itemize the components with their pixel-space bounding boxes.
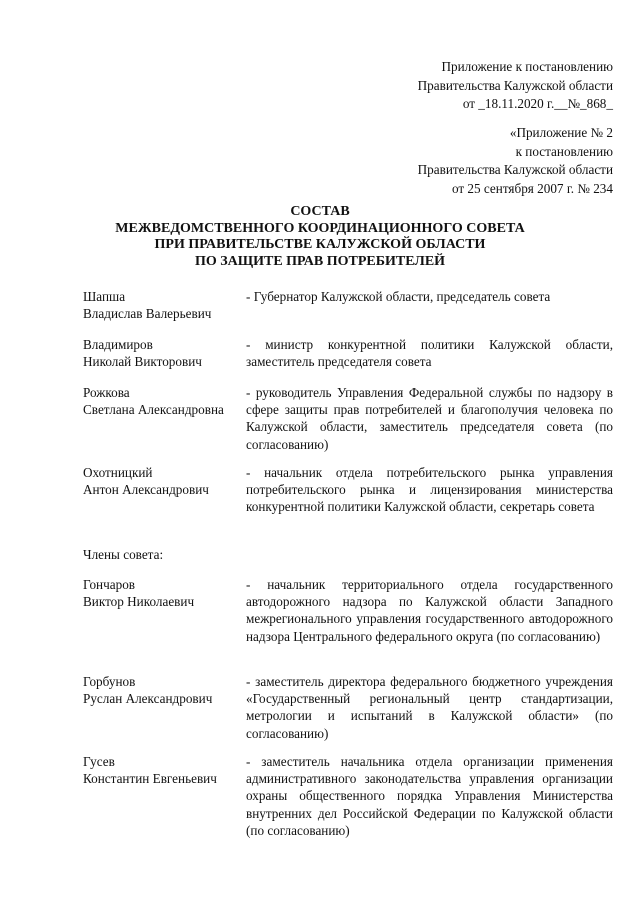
member-given-names: Антон Александрович: [83, 482, 209, 498]
member-given-names: Константин Евгеньевич: [83, 771, 217, 787]
member-given-names: Владислав Валерьевич: [83, 306, 212, 322]
member-role: - начальник отдела потребительского рынка управления потребительского рынка и лицензирования министерства конкурентной политики Калужской области, секретарь совета: [246, 465, 613, 515]
document-title: [0, 204, 640, 270]
title-line: ПРИ ПРАВИТЕЛЬСТВЕ КАЛУЖСКОЙ ОБЛАСТИ: [154, 237, 486, 252]
member-surname: Гусев: [83, 754, 115, 769]
resolution-header: [418, 58, 613, 114]
member-surname: Горбунов: [83, 674, 136, 689]
member-name: [83, 288, 243, 322]
member-given-names: Виктор Николаевич: [83, 594, 195, 610]
member-role: - заместитель директора федерального бюджетного учреждения «Государственный региональный центр стандартизации, метрологии и испытаний в Калужской области» (по согласованию): [246, 674, 613, 741]
member-role: - начальник территориального отдела государственного автодорожного надзора по Калужской области Западного межрегионального управления государственного автодорожного надзора Центрального федерального округа (по согласованию): [246, 577, 613, 644]
member-surname: Рожкова: [83, 385, 130, 400]
members-section-label: Члены совета:: [83, 547, 164, 562]
member-name: [83, 673, 243, 707]
member-given-names: Николай Викторович: [83, 354, 202, 370]
member-role: - Губернатор Калужской области, председатель совета: [246, 289, 551, 304]
appendix-header: [418, 124, 613, 198]
resolution-header-line: Правительства Калужской области: [417, 77, 613, 93]
member-surname: Охотницкий: [83, 465, 153, 480]
appendix-header-line: к постановлению: [515, 143, 613, 159]
appendix-header-line: «Приложение № 2: [509, 125, 613, 140]
member-role: - заместитель начальника отдела организации применения административного законодательства управления организации охраны общественного порядка Управления Министерства внутренних дел Российской Федерации по Калужской области (по согласованию): [246, 754, 613, 838]
member-name: [83, 753, 243, 787]
appendix-date-number: от 25 сентября 2007 г. № 234: [451, 180, 613, 196]
member-surname: Гончаров: [83, 577, 136, 592]
member-surname: Шапша: [83, 289, 126, 304]
member-name: [83, 576, 243, 610]
member-surname: Владимиров: [83, 337, 153, 352]
resolution-header-line: Приложение к постановлению: [441, 59, 613, 74]
member-name: [83, 384, 243, 418]
member-role: - министр конкурентной политики Калужской области, заместитель председателя совета: [246, 337, 613, 370]
title-line: СОСТАВ: [290, 204, 350, 219]
member-name: [83, 464, 243, 498]
appendix-header-line: Правительства Калужской области: [417, 162, 613, 177]
member-given-names: Руслан Александрович: [83, 691, 213, 707]
title-line: ПО ЗАЩИТЕ ПРАВ ПОТРЕБИТЕЛЕЙ: [194, 253, 446, 269]
member-role: - руководитель Управления Федеральной службы по надзору в сфере защиты прав потребителей и благополучия человека по Калужской области, заместитель председателя совета (по согласованию): [246, 385, 613, 452]
resolution-date-number: от _18.11.2020 г.__№_868_: [462, 96, 613, 111]
title-line: МЕЖВЕДОМСТВЕННОГО КООРДИНАЦИОННОГО СОВЕТА: [115, 220, 525, 236]
member-name: [83, 336, 243, 370]
member-given-names: Светлана Александровна: [83, 402, 224, 418]
